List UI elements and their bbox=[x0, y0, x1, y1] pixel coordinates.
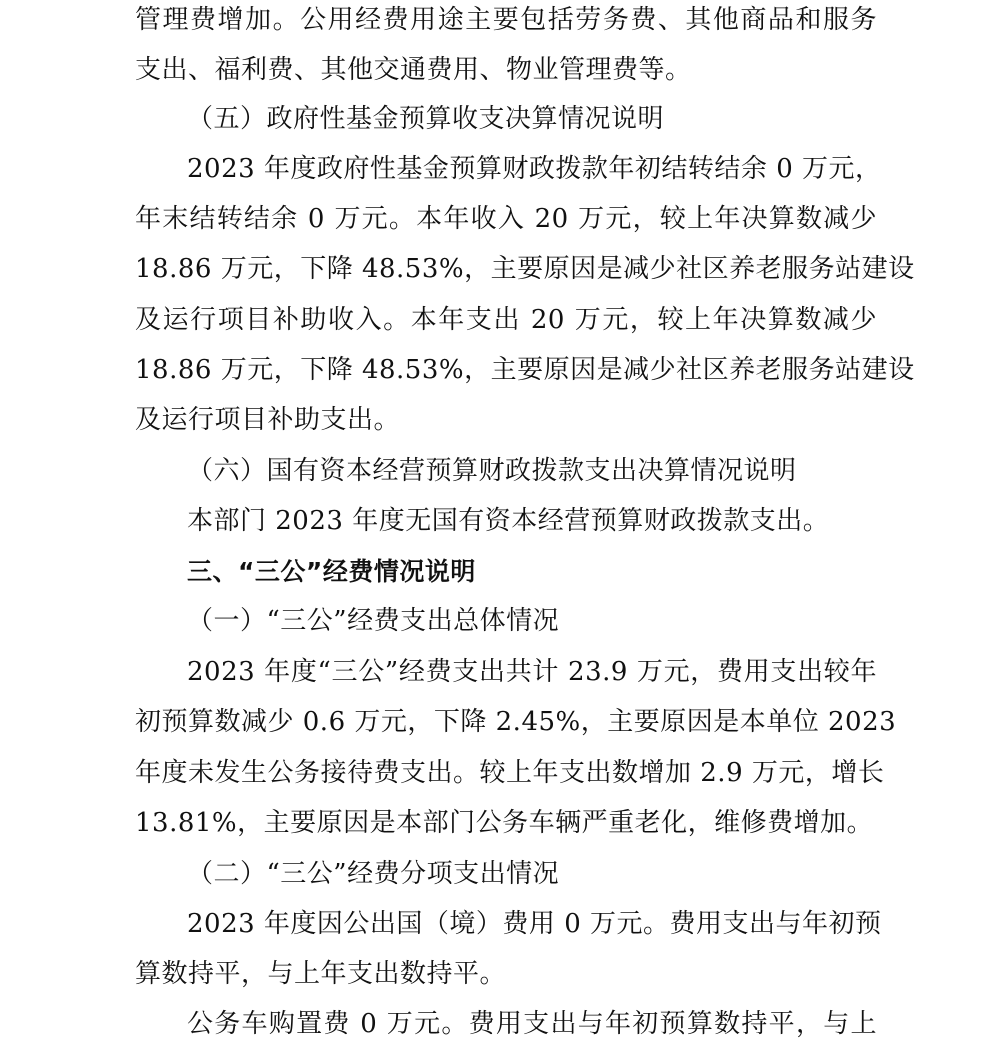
paragraph-line: 2023 年度政府性基金预算财政拨款年初结转结余 0 万元， bbox=[187, 154, 882, 184]
paragraph-line: 及运行项目补助收入。本年支出 20 万元，较上年决算数减少 bbox=[135, 305, 877, 335]
paragraph-line: 18.86 万元，下降 48.53%，主要原因是减少社区养老服务站建设 bbox=[135, 355, 915, 385]
section-3-heading: 三、“三公”经费情况说明 bbox=[187, 557, 476, 586]
paragraph-line: 2023 年度因公出国（境）费用 0 万元。费用支出与年初预 bbox=[187, 909, 882, 939]
paragraph-line: 本部门 2023 年度无国有资本经营预算财政拨款支出。 bbox=[187, 506, 830, 536]
paragraph-line: 管理费增加。公用经费用途主要包括劳务费、其他商品和服务 bbox=[135, 5, 877, 35]
paragraph-line: 算数持平，与上年支出数持平。 bbox=[135, 959, 507, 989]
paragraph-line: 及运行项目补助支出。 bbox=[135, 405, 401, 435]
paragraph-line: 2023 年度“三公”经费支出共计 23.9 万元，费用支出较年 bbox=[187, 657, 877, 687]
paragraph-line: 13.81%，主要原因是本部门公务车辆严重老化，维修费增加。 bbox=[135, 808, 874, 838]
subsection-1-heading: （一）“三公”经费支出总体情况 bbox=[187, 606, 560, 636]
paragraph-line: 支出、福利费、其他交通费用、物业管理费等。 bbox=[135, 55, 692, 85]
paragraph-line: 公务车购置费 0 万元。费用支出与年初预算数持平，与上 bbox=[187, 1009, 877, 1039]
subsection-2-heading: （二）“三公”经费分项支出情况 bbox=[187, 859, 560, 889]
section-6-heading: （六）国有资本经营预算财政拨款支出决算情况说明 bbox=[187, 456, 797, 486]
paragraph-line: 初预算数减少 0.6 万元，下降 2.45%，主要原因是本单位 2023 bbox=[135, 707, 897, 737]
section-5-heading: （五）政府性基金预算收支决算情况说明 bbox=[187, 104, 665, 134]
paragraph-line: 18.86 万元，下降 48.53%，主要原因是减少社区养老服务站建设 bbox=[135, 254, 915, 284]
paragraph-line: 年末结转结余 0 万元。本年收入 20 万元，较上年决算数减少 bbox=[135, 204, 877, 234]
paragraph-line: 年度未发生公务接待费支出。较上年支出数增加 2.9 万元，增长 bbox=[135, 758, 885, 788]
